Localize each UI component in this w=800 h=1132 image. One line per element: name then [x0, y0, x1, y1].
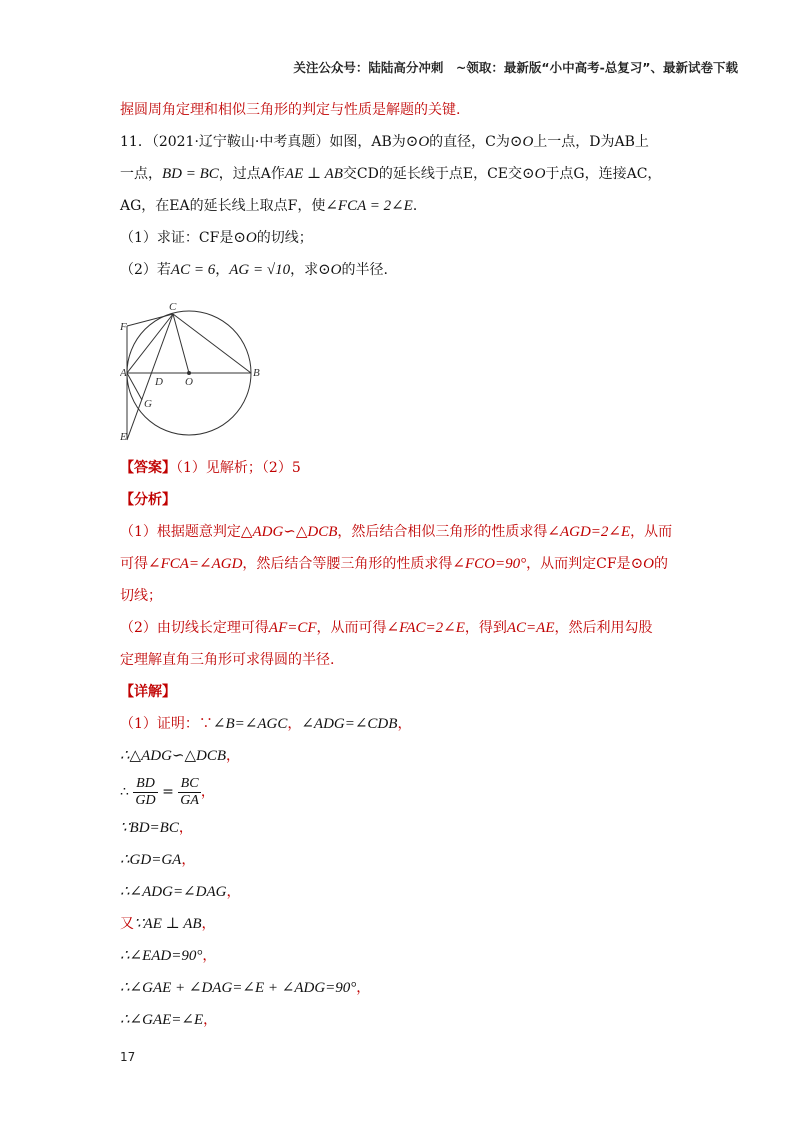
line-co: [173, 314, 189, 373]
circle-diagram: [120, 292, 270, 442]
problem-line-2: 一点，BD = BC，过点A作AE ⊥ AB交CD的延长线于点E，CE交⊙O于点G，连接AC，: [120, 166, 662, 182]
analysis-line-1: （1）根据题意判定△ADG∽△DCB，然后结合相似三角形的性质求得∠AGD=2∠E，从而: [120, 524, 673, 540]
label-d: D: [155, 376, 163, 388]
detail-step-6: ∴∠ADG=∠DAG，: [120, 884, 241, 900]
detail-heading: 【详解】: [120, 684, 176, 700]
detail-step-4: ∵BD=BC，: [120, 820, 193, 836]
intro-text: 握圆周角定理和相似三角形的判定与性质是解题的关键.: [120, 102, 461, 118]
analysis-line-2: 可得∠FCA=∠AGD，然后结合等腰三角形的性质求得∠FCO=90°，从而判定CF是⊙O的: [120, 556, 668, 572]
analysis-line-3: 切线；: [120, 588, 162, 604]
line-ag: [127, 373, 142, 400]
line-cb: [173, 314, 251, 373]
detail-step-3: ∴ $\frac{BD}{GD}$ = $\frac{BC}{GA}$ ，: [120, 775, 215, 808]
detail-step-7: 又∵AE ⊥ AB，: [120, 916, 216, 932]
problem-line-1: 11．（2021·辽宁鞍山·中考真题）如图，AB为⊙O的直径，C为⊙O上一点，D为AB上: [120, 134, 649, 150]
analysis-heading: 【分析】: [120, 492, 176, 508]
page-header: 关注公众号：陆陆高分冲刺 ~领取：最新版“小中高考-总复习”、最新试卷下载: [293, 60, 738, 75]
page-number: 17: [120, 1050, 136, 1064]
detail-step-9: ∴∠GAE + ∠DAG=∠E + ∠ADG=90°，: [120, 980, 371, 996]
label-o: O: [185, 376, 193, 388]
answer-line: 【答案】（1）见解析；（2）5: [120, 460, 301, 476]
detail-step-2: ∴△ADG∽△DCB，: [120, 748, 241, 764]
fraction-bd-gd: $\frac{BD}{GD}$: [135, 775, 156, 808]
label-f: F: [120, 321, 127, 333]
fraction-bc-ga: $\frac{BC}{GA}$: [180, 775, 199, 808]
label-b: B: [253, 367, 260, 379]
detail-step-8: ∴∠EAD=90°，: [120, 948, 217, 964]
label-g: G: [144, 398, 152, 410]
problem-line-3: AG，在EA的延长线上取点F，使∠FCA = 2∠E．: [120, 198, 427, 214]
analysis-line-5: 定理解直角三角形可求得圆的半径.: [120, 652, 335, 668]
analysis-line-4: （2）由切线长定理可得AF=CF，从而可得∠FAC=2∠E，得到AC=AE，然后利用勾股: [120, 620, 653, 636]
center-point: [187, 371, 191, 375]
geometry-figure: [120, 292, 270, 442]
label-c: C: [169, 301, 177, 313]
label-a: A: [120, 367, 127, 379]
detail-step-5: ∴GD=GA，: [120, 852, 196, 868]
question-2: （2）若AC = 6，AG = √10，求⊙O的半径.: [120, 262, 388, 278]
label-e: E: [120, 431, 127, 442]
line-ca: [127, 314, 173, 373]
document-body: [120, 94, 700, 1036]
detail-step-1: （1）证明：∵∠B=∠AGC，∠ADG=∠CDB，: [120, 716, 412, 732]
detail-step-10: ∴∠GAE=∠E，: [120, 1012, 218, 1028]
question-1: （1）求证：CF是⊙O的切线；: [120, 230, 313, 246]
